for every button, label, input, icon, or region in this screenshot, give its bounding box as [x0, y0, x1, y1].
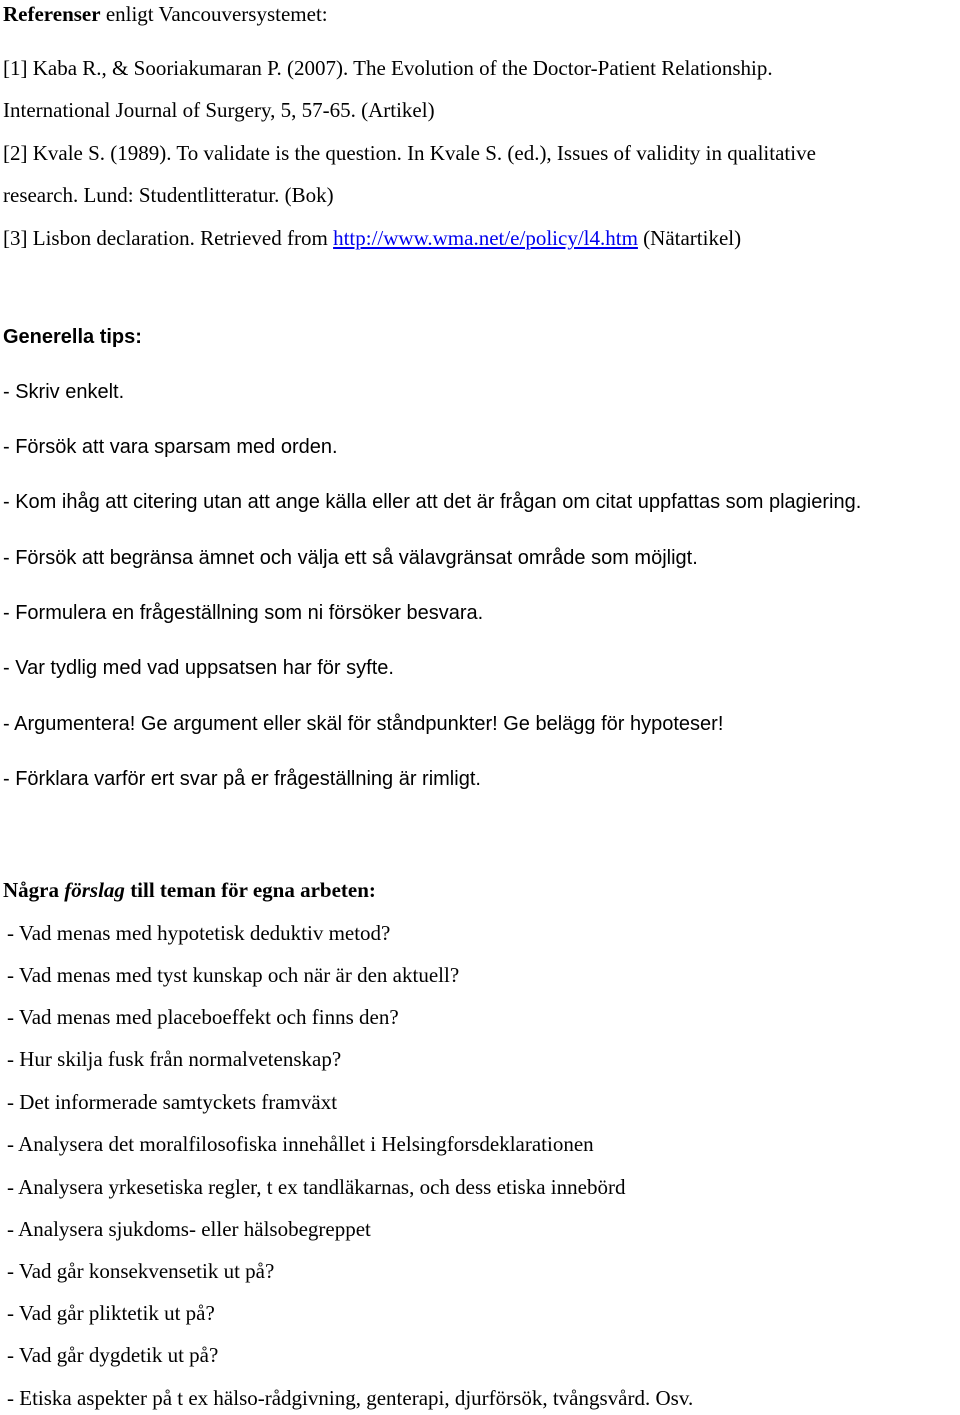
references-heading-bold: Referenser	[3, 2, 101, 26]
tips-heading: Generella tips:	[3, 326, 142, 348]
reference-1-line-2: International Journal of Surgery, 5, 57-65. (Artikel)	[3, 98, 435, 122]
reference-3-suffix: (Nätartikel)	[637, 226, 742, 250]
topic-item: - Vad går konsekvensetik ut på?	[7, 1259, 275, 1283]
tip-item: - Argumentera! Ge argument eller skäl för ståndpunkter! Ge belägg för hypoteser!	[3, 713, 724, 735]
topic-item: - Etiska aspekter på t ex hälso-rådgivning, genterapi, djurförsök, tvångsvård. Osv.	[7, 1386, 694, 1410]
topics-heading-part1: Några	[3, 878, 65, 902]
topic-item: - Vad menas med tyst kunskap och när är den aktuell?	[7, 963, 460, 987]
topic-item: - Vad går dygdetik ut på?	[7, 1343, 219, 1367]
tip-item: - Försök att begränsa ämnet och välja ett så välavgränsat område som möjligt.	[3, 547, 698, 569]
references-heading-rest: enligt Vancouversystemet:	[100, 2, 328, 26]
topic-item: - Analysera sjukdoms- eller hälsobegreppet	[7, 1217, 371, 1241]
topics-heading-italic: förslag	[64, 878, 125, 902]
reference-3	[3, 226, 741, 251]
reference-2-line-1: [2] Kvale S. (1989). To validate is the question. In Kvale S. (ed.), Issues of validity in qualitative	[3, 141, 816, 165]
tip-item: - Var tydlig med vad uppsatsen har för syfte.	[3, 657, 394, 679]
tip-item: - Förklara varför ert svar på er frågeställning är rimligt.	[3, 768, 481, 790]
topic-item: - Analysera det moralfilosofiska innehållet i Helsingforsdeklarationen	[7, 1132, 594, 1156]
topics-heading-part2: till teman för egna arbeten:	[124, 878, 376, 902]
topic-item: - Vad menas med placeboeffekt och finns den?	[7, 1005, 399, 1029]
reference-3-link[interactable]: http://www.wma.net/e/policy/l4.htm	[333, 226, 638, 250]
topic-item: - Vad menas med hypotetisk deduktiv metod?	[7, 921, 391, 945]
references-heading	[3, 2, 328, 27]
tip-item: - Kom ihåg att citering utan att ange källa eller att det är frågan om citat uppfattas som plagiering.	[3, 491, 862, 513]
tip-item: - Försök att vara sparsam med orden.	[3, 436, 338, 458]
topic-item: - Det informerade samtyckets framväxt	[7, 1090, 338, 1114]
tip-item: - Formulera en frågeställning som ni försöker besvara.	[3, 602, 484, 624]
reference-1-line-1: [1] Kaba R., & Sooriakumaran P. (2007). The Evolution of the Doctor-Patient Relationship.	[3, 56, 773, 80]
tip-item: - Skriv enkelt.	[3, 381, 125, 403]
topics-heading	[3, 878, 376, 903]
topic-item: - Vad går pliktetik ut på?	[7, 1301, 215, 1325]
topic-item: - Hur skilja fusk från normalvetenskap?	[7, 1047, 342, 1071]
topic-item: - Analysera yrkesetiska regler, t ex tandläkarnas, och dess etiska innebörd	[7, 1175, 626, 1199]
reference-3-prefix: [3] Lisbon declaration. Retrieved from	[3, 226, 334, 250]
reference-2-line-2: research. Lund: Studentlitteratur. (Bok)	[3, 183, 334, 207]
